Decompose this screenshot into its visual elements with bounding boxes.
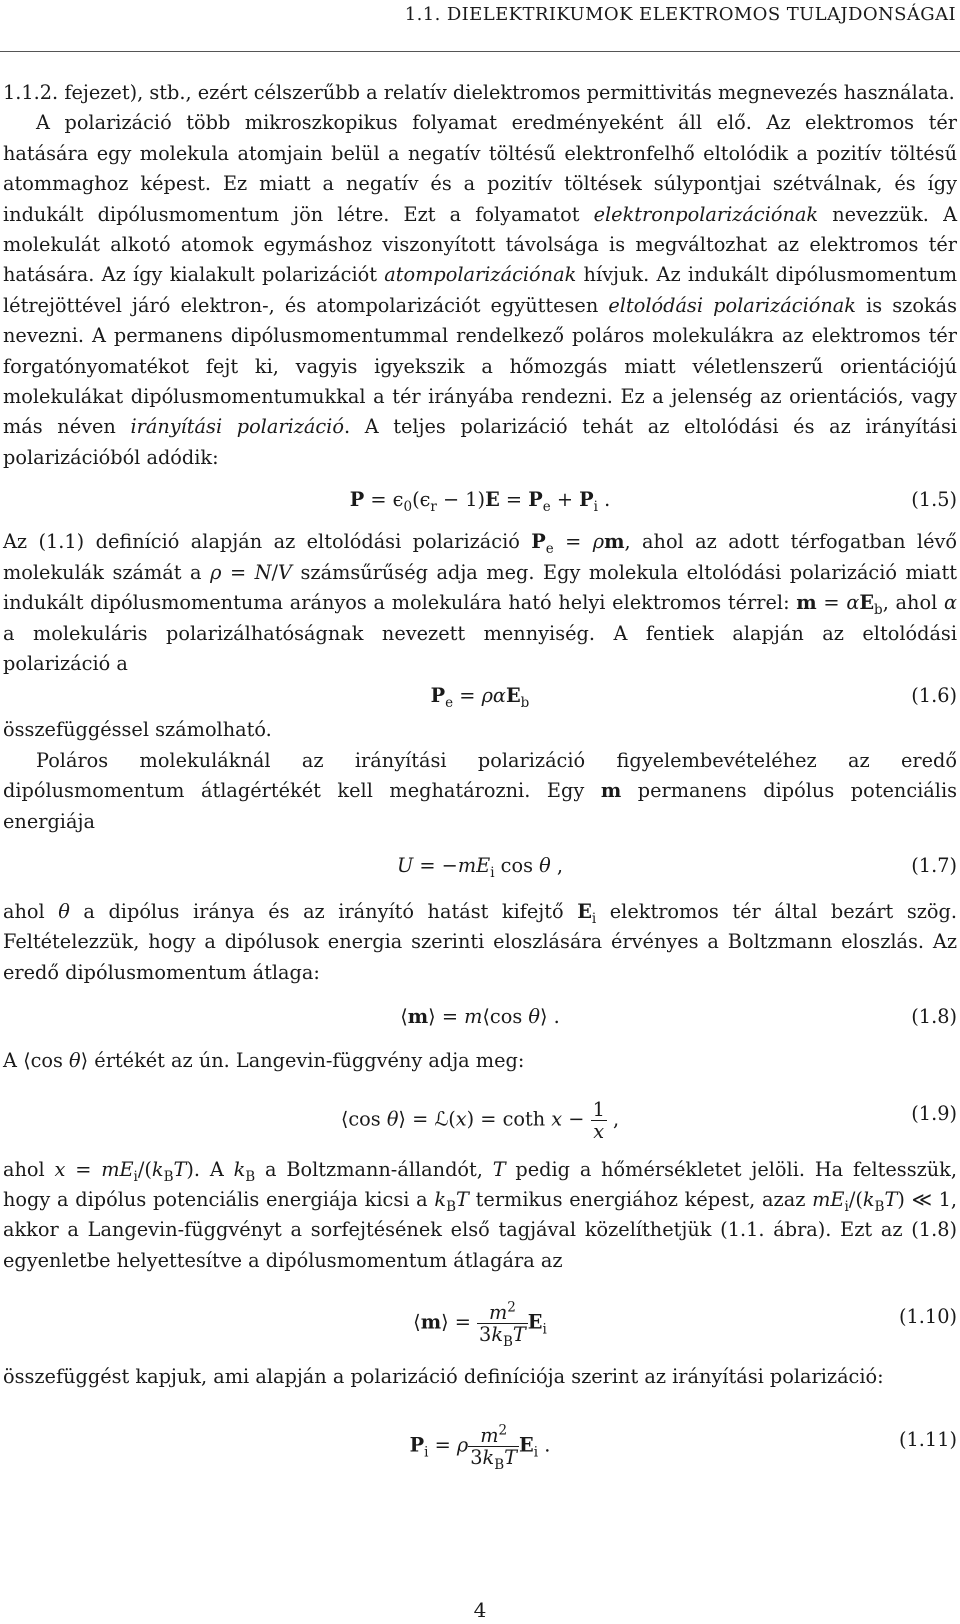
paragraph: ahol θ a dipólus iránya és az irányító hatást kifejtő $E_i$ elektromos tér által bezárt szög. Feltételezzük, hogy a dipólusok energia szerinti eloszlására érvényes a Boltzmann eloszlás. Az eredő dipólusmomentum átlaga:: [3, 899, 957, 984]
paragraph: ahol $x = mE_i/(k_BT)$. A $k_B$ a Boltzmann-állandót, T pedig a hőmérsékletet jelöli. Ha feltesszük, hogy a dipólus potenciális energiája kicsi a $k_BT$ termikus energiához képest, azaz $mE_i/(k_BT)$ ≪ 1, akkor a Langevin-függvényt a sorfejtésének első tagjával közelíthetjük (1.1. ábra). Ezt az (1.8) egyenletbe helyettesítve a dipólusmomentum átlagára az: [3, 1157, 957, 1272]
equation: $P = \epsilon_0(\epsilon_r - 1)E = P_e + P_i$ . (1.5): [3, 485, 957, 515]
equation: ⟨m⟩ = $\frac{m^2}{3k_BT}$ $E_i$ (1.10): [413, 1299, 957, 1351]
equation-number: (1.9): [911, 1101, 957, 1125]
equation: $P_e = \rho\alpha E_b$ (1.6): [3, 681, 957, 711]
paragraph: összefüggést kapjuk, ami alapján a polarizáció definíciója szerint az irányítási polarizáció:: [3, 1365, 884, 1389]
paragraph: Poláros molekuláknál az irányítási polarizáció figyelembevételéhez az eredő dipólusmomentum átlagértékét kell meghatározni. Egy m permanens dipólus potenciális energiája: [3, 748, 958, 833]
paragraph: Az (1.1) definíció alapján az eltolódási polarizáció $P_e = \rho m$, ahol az adott térfogatban lévő molekulák számát a ρ = N/V számsűrűség adja meg. Egy molekula eltolódási polarizáció miatt indukált dipólusmomentuma arányos a molekulára ható helyi elektromos térrel: $m = \alpha E_b$, ahol α a molekuláris polarizálhatóságnak nevezett mennyiség. A fentiek alapján az eltolódási polarizáció a: [3, 530, 957, 675]
equation: ⟨cos θ⟩ = ℒ(x) = coth x − $\frac{1}{x}$ , (1.9): [340, 1097, 957, 1143]
paragraph: összefüggéssel számolható.: [3, 718, 272, 742]
term: irányítási polarizáció: [130, 415, 344, 439]
page-number: 4: [473, 1598, 487, 1622]
term: eltolódási polarizációnak: [608, 293, 856, 317]
term: atompolarizációnak: [384, 263, 577, 287]
paragraph: A ⟨cos θ⟩ értékét az ún. Langevin-függvény adja meg:: [3, 1049, 525, 1073]
running-title: 1.1. DIELEKTRIKUMOK ELEKTROMOS TULAJDONSÁGAI: [404, 4, 956, 25]
equation-number: (1.10): [899, 1305, 957, 1329]
equation: $P_i = \rho$ $\frac{m^2}{3k_BT}$ $E_i$ . (1.11): [409, 1422, 957, 1473]
equation-number: (1.6): [911, 684, 957, 708]
term: elektronpolarizációnak: [593, 202, 819, 226]
equation-number: (1.5): [911, 488, 957, 512]
equation-number: (1.8): [911, 1005, 957, 1029]
running-header: [0, 0, 960, 52]
body-text: [3, 78, 958, 1473]
paragraph: A polarizáció több mikroszkopikus folyamat eredményeként áll elő. Az elektromos tér hatására egy molekula atomjain belül a negatív töltésű elektronfelhő eltolódik a pozitív töltésű atommaghoz képest. Ez miatt a negatív és a pozitív töltések súlypontjai szétválnak, és így indukált dipólusmomentum jön létre. Ezt a folyamatot elektronpolarizációnak nevezzük. A molekulát alkotó atomok egymáshoz viszonyított távolsága is megváltozhat az elektromos tér hatására. Az így kialakult polarizációt atompolarizációnak hívjuk. Az indukált dipólusmomentum létrejöttével járó elektron-, és atompolarizációt együttesen eltolódási polarizációnak is szokás nevezni. A permanens dipólusmomentummal rendelkező poláros molekulákra az elektromos tér forgatónyomatékot fejt ki, vagyis igyekszik a hőmozgás miatt véletlenszerű orientációjú molekulákat dipólusmomentumukkal a tér irányába rendezni. Ez a jelenség az orientációs, vagy más néven irányítási polarizáció. A teljes polarizáció tehát az eltolódási és az irányítási polarizációból adódik:: [3, 111, 958, 469]
equation: $U = -mE_i$ cos θ , (1.7): [3, 851, 957, 881]
paragraph: 1.1.2. fejezet), stb., ezért célszerűbb a relatív dielektromos permittivitás megnevezés használata.: [3, 81, 955, 104]
equation-number: (1.7): [911, 853, 957, 877]
equation-number: (1.11): [899, 1427, 957, 1451]
equation: ⟨m⟩ = m⟨cos θ⟩ . (1.8): [3, 1002, 957, 1032]
